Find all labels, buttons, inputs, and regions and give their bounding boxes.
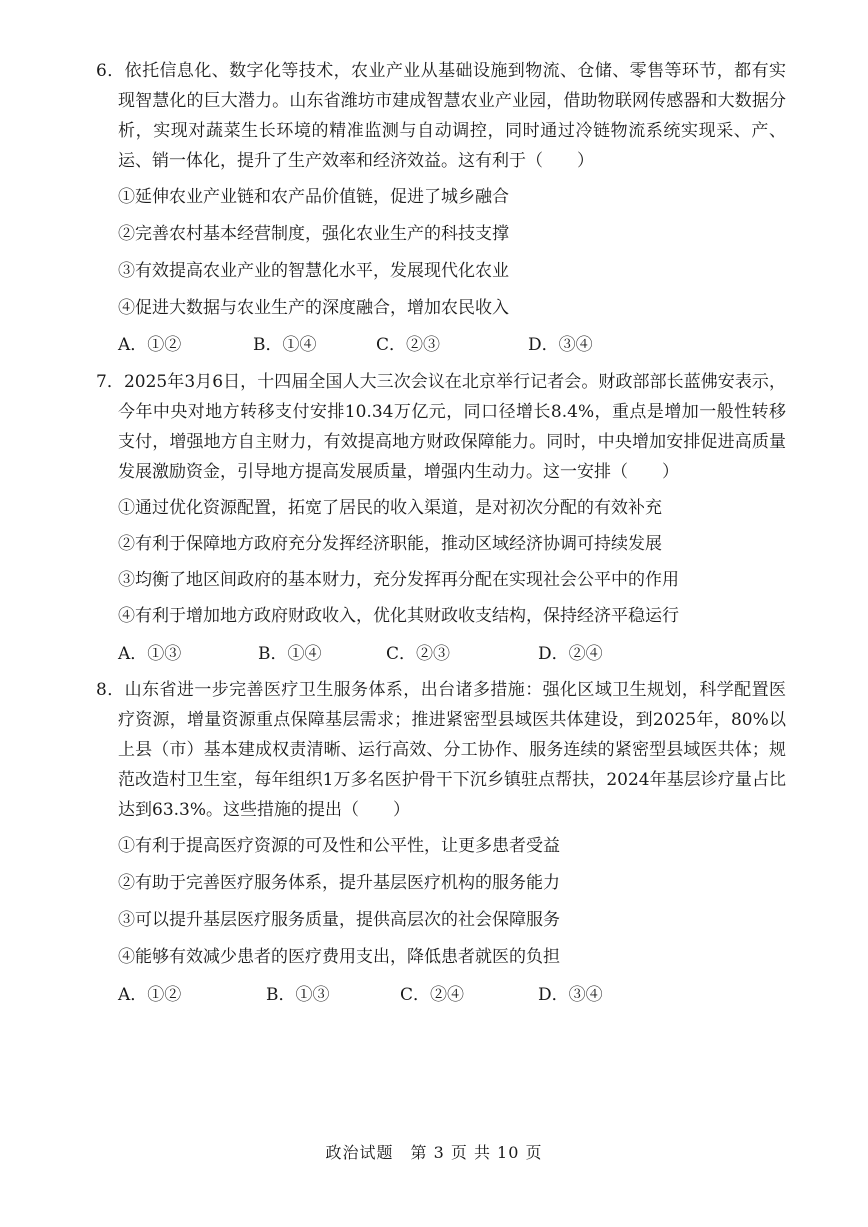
question-stem [96, 367, 786, 487]
question-text: 依托信息化、数字化等技术，农业产业从基础设施到物流、仓储、零售等环节，都有实现智慧化的巨大潜力。山东省潍坊市建成智慧农业产业园，借助物联网传感器和大数据分析，实现对蔬菜生长环境的精准监测与自动调控，同时通过冷链物流系统实现采、产、运、销一体化，提升了生产效率和经济效益。这有利于（ ） [118, 61, 786, 171]
option-item: ③可以提升基层医疗服务质量，提供高层次的社会保障服务 [118, 910, 560, 930]
option-item: ④有利于增加地方政府财政收入，优化其财政收支结构，保持经济平稳运行 [118, 606, 679, 626]
option-item: ③有效提高农业产业的智慧化水平，发展现代化农业 [118, 261, 509, 281]
choice-c: C．②④ [400, 985, 465, 1005]
question-8 [96, 675, 786, 1015]
choice-d: D．②④ [538, 644, 603, 664]
question-text: 山东省进一步完善医疗卫生服务体系，出台诸多措施：强化区域卫生规划，科学配置医疗资源，增量资源重点保障基层需求；推进紧密型县域医共体建设，到2025年，80%以上县（市）基本建成权责清晰、运行高效、分工协作、服务连续的紧密型县域医共体；规范改造村卫生室，每年组织1万多名医护骨干下沉乡镇驻点帮扶，2024年基层诊疗量占比达到63.3%。这些措施的提出（ ） [118, 680, 786, 820]
option-item: ④促进大数据与农业生产的深度融合，增加农民收入 [118, 298, 509, 318]
option-item: ②完善农村基本经营制度，强化农业生产的科技支撑 [118, 224, 509, 244]
choice-a: A．①③ [118, 644, 182, 664]
option-item: ③均衡了地区间政府的基本财力，充分发挥再分配在实现社会公平中的作用 [118, 570, 679, 590]
choice-b: B．①③ [266, 985, 330, 1005]
question-7 [96, 367, 786, 667]
question-number: 6． [96, 61, 125, 81]
choice-c: C．②③ [376, 335, 441, 355]
question-number: 8． [96, 680, 125, 700]
choice-a: A．①② [118, 335, 182, 355]
question-text: 2025年3月6日，十四届全国人大三次会议在北京举行记者会。财政部部长蓝佛安表示，今年中央对地方转移支付安排10.34万亿元，同口径增长8.4%，重点是增加一般性转移支付，增强地方自主财力，有效提高地方财政保障能力。同时，中央增加安排促进高质量发展激励资金，引导地方提高发展质量，增强内生动力。这一安排（ ） [118, 372, 786, 482]
option-item: ①有利于提高医疗资源的可及性和公平性，让更多患者受益 [118, 836, 560, 856]
choice-c: C．②③ [386, 644, 451, 664]
choice-b: B．①④ [253, 335, 317, 355]
choice-d: D．③④ [538, 985, 603, 1005]
question-6 [96, 56, 786, 366]
choice-d: D．③④ [528, 335, 593, 355]
option-item: ①通过优化资源配置，拓宽了居民的收入渠道，是对初次分配的有效补充 [118, 498, 662, 518]
question-number: 7． [96, 372, 124, 392]
question-stem [96, 675, 786, 825]
option-item: ①延伸农业产业链和农产品价值链，促进了城乡融合 [118, 187, 509, 207]
option-item: ②有利于保障地方政府充分发挥经济职能，推动区域经济协调可持续发展 [118, 534, 662, 554]
question-stem [96, 56, 786, 176]
page-footer: 政治试题 第 3 页 共 10 页 [325, 1143, 543, 1162]
option-item: ②有助于完善医疗服务体系，提升基层医疗机构的服务能力 [118, 873, 560, 893]
choice-a: A．①② [118, 985, 182, 1005]
option-item: ④能够有效减少患者的医疗费用支出，降低患者就医的负担 [118, 947, 560, 967]
choice-b: B．①④ [258, 644, 322, 664]
